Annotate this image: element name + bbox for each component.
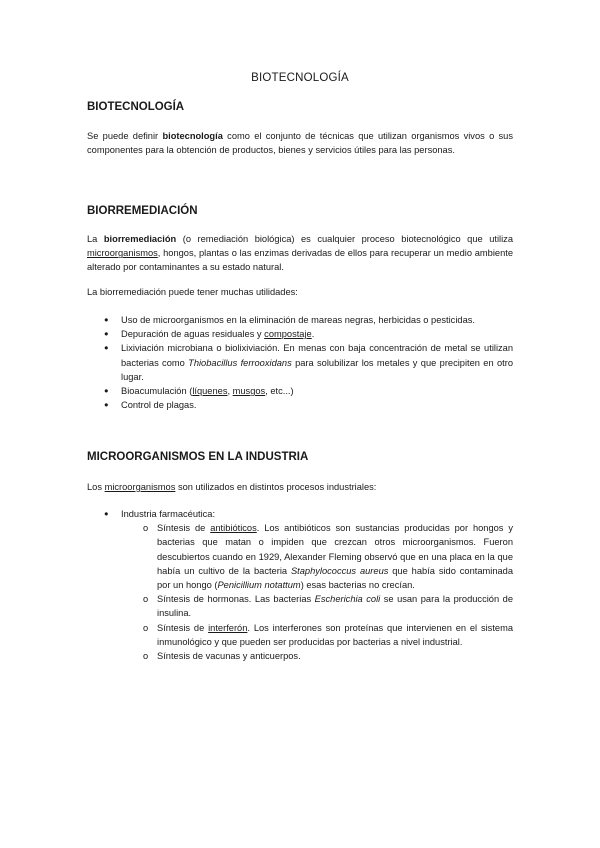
list-industria	[87, 507, 513, 663]
paragraph-definicion	[87, 129, 513, 157]
text: Industria farmacéutica:	[121, 509, 216, 519]
document-title: BIOTECNOLOGÍA	[251, 72, 349, 84]
paragraph-microorganismos	[87, 480, 513, 494]
paragraph-utilidades: La biorremediación puede tener muchas utilidades:	[87, 287, 298, 297]
sublist-item	[121, 521, 513, 592]
paragraph-biorremediacion	[87, 232, 513, 275]
species-name: Thiobacillus ferrooxidans	[188, 357, 292, 368]
link-antibioticos[interactable]: antibióticos	[210, 523, 257, 534]
list-item	[87, 341, 513, 384]
text: Depuración de aguas residuales y	[121, 329, 265, 340]
text: que había sido contaminada por un hongo (	[157, 565, 514, 591]
link-microorganismos-2[interactable]: microorganismos	[104, 482, 176, 492]
sublist-farmaceutica	[121, 521, 513, 663]
heading-biotecnologia: BIOTECNOLOGÍA	[87, 101, 185, 113]
bold-term: biorremediación	[103, 234, 177, 244]
link-compostaje[interactable]: compostaje	[264, 329, 312, 340]
list-utilidades	[87, 313, 513, 412]
bold-term: biotecnología	[162, 131, 223, 141]
text: La	[87, 234, 104, 244]
text: ) esas bacterias no crecían.	[300, 580, 415, 591]
text: , etc...)	[265, 386, 294, 397]
link-microorganismos[interactable]: microorganismos	[87, 248, 158, 259]
text: , hongos, plantas o las enzimas derivadas de ellos para recuperar un medio ambiente alterado por contaminantes a su estado natural.	[87, 248, 513, 273]
list-item: ● Control de plagas.	[87, 398, 513, 412]
text: . Los antibióticos son sustancias producidas por hongos y bacterias que matan o impiden que crezcan otros microorganismos. Fueron descubiertos cuando en 1929, Alexander Fleming observó que en una placa en la que había un cultivo de la bacteria	[157, 523, 514, 576]
link-musgos[interactable]: musgos	[232, 386, 266, 397]
list-item	[87, 384, 513, 398]
text: para solubilizar los metales y que precipiten en otro lugar.	[121, 357, 513, 382]
text: (o remediación biológica) es cualquier proceso biotecnológico que utiliza	[176, 234, 513, 244]
text: se usan para la producción de insulina.	[157, 594, 513, 619]
sublist-item	[121, 592, 513, 620]
species-name: Escherichia coli	[314, 594, 381, 605]
sublist-item	[121, 621, 513, 649]
species-name: Penicillium notattum	[217, 580, 301, 591]
text: son utilizados en distintos procesos industriales:	[175, 482, 377, 492]
heading-biorremediacion: BIORREMEDIACIÓN	[87, 205, 198, 217]
list-item	[87, 507, 513, 663]
list-item: ● Uso de microorganismos en la eliminación de mareas negras, herbicidas o pesticidas.	[87, 313, 513, 327]
text: como el conjunto de técnicas que utilizan organismos vivos o sus componentes para la obtención de productos, bienes y servicios útiles para las personas.	[87, 131, 513, 156]
sublist-item: o Síntesis de vacunas y anticuerpos.	[121, 649, 513, 663]
link-liquenes[interactable]: líquenes	[192, 386, 228, 397]
text: Se puede definir	[87, 131, 163, 141]
text: .	[311, 329, 315, 340]
list-item	[87, 327, 513, 341]
text: . Los interferones son proteínas que intervienen en el sistema inmunológico y que pueden ser producidas por bacterias a nivel industrial.	[157, 622, 513, 647]
heading-microorganismos-industria: MICROORGANISMOS EN LA INDUSTRIA	[87, 451, 309, 463]
text: Síntesis de	[157, 622, 209, 633]
species-name: Staphylococcus aureus	[290, 565, 389, 576]
text: Lixiviación microbiana o biolixiviación. En menas con baja concentración de metal se utilizan bacterias como	[121, 343, 513, 368]
text: Síntesis de hormonas. Las bacterias	[157, 594, 315, 605]
text: Bioacumulación (	[121, 386, 193, 397]
text: Los	[87, 482, 105, 492]
text: Síntesis de	[157, 523, 211, 534]
text: ,	[227, 386, 233, 397]
link-interferon[interactable]: interferón	[208, 622, 248, 633]
